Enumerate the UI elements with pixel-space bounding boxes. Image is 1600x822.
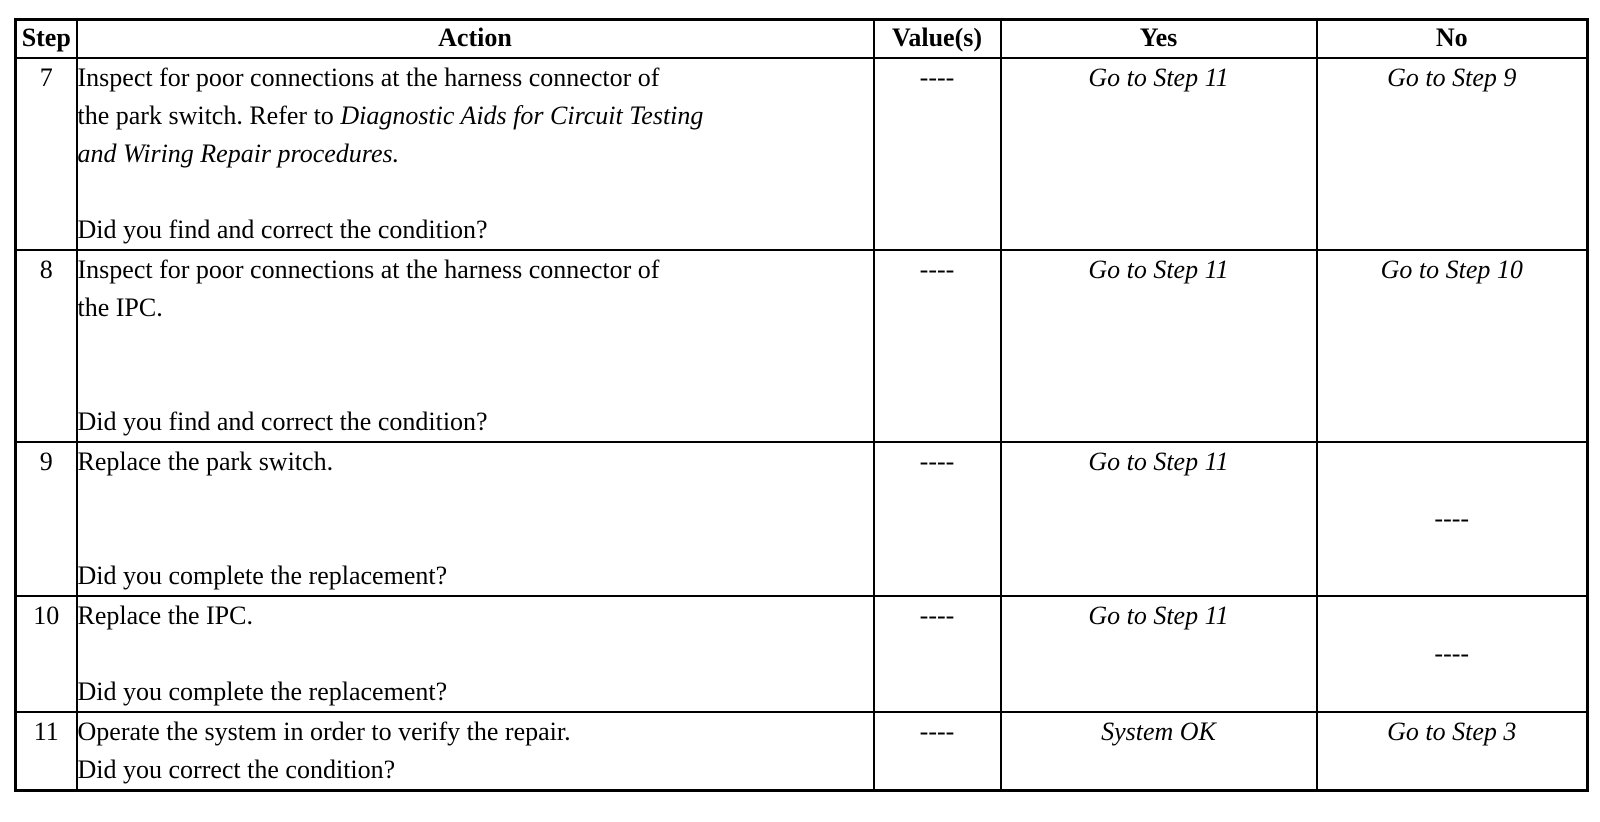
step-number: 10: [16, 596, 77, 712]
no-result: ----: [1317, 442, 1588, 596]
table-row: [16, 250, 1588, 442]
value-cell: ----: [874, 596, 1001, 712]
table-row: [16, 596, 1588, 712]
action-line: the IPC.: [77, 293, 163, 322]
action-text: Operate the system in order to verify the repair.: [77, 717, 571, 746]
step-number: 9: [16, 442, 77, 596]
action-text: [78, 251, 873, 327]
action-question: Did you complete the replacement?: [77, 677, 448, 706]
yes-result: Go to Step 11: [1001, 58, 1317, 250]
action-cell: [77, 58, 874, 250]
action-line: the park switch. Refer to: [77, 101, 341, 130]
header-action: Action: [77, 20, 874, 59]
table-row: [16, 712, 1588, 791]
action-question: Did you find and correct the condition?: [77, 215, 488, 244]
action-question: Did you complete the replacement?: [77, 561, 448, 590]
action-line: Inspect for poor connections at the harness connector of: [77, 63, 660, 92]
header-yes: Yes: [1001, 20, 1317, 59]
no-result: ----: [1317, 596, 1588, 712]
action-text: Replace the park switch.: [77, 447, 334, 476]
step-number: 8: [16, 250, 77, 442]
action-question: Did you correct the condition?: [77, 755, 396, 784]
step-number: 7: [16, 58, 77, 250]
header-values: Value(s): [874, 20, 1001, 59]
action-text: Replace the IPC.: [77, 601, 253, 630]
action-cell: [77, 596, 874, 712]
step-number: 11: [16, 712, 77, 791]
value-cell: ----: [874, 250, 1001, 442]
value-cell: ----: [874, 442, 1001, 596]
procedure-reference: Diagnostic Aids for Circuit Testing: [340, 101, 704, 130]
value-cell: ----: [874, 712, 1001, 791]
header-row: [16, 20, 1588, 59]
no-result: Go to Step 10: [1317, 250, 1588, 442]
yes-result: Go to Step 11: [1001, 442, 1317, 596]
table-row: [16, 442, 1588, 596]
action-line: Inspect for poor connections at the harness connector of: [77, 255, 660, 284]
procedure-reference: and Wiring Repair procedures.: [77, 139, 400, 168]
header-step: Step: [16, 20, 77, 59]
yes-result: System OK: [1001, 712, 1317, 791]
action-cell: [77, 250, 874, 442]
action-cell: [77, 442, 874, 596]
yes-result: Go to Step 11: [1001, 250, 1317, 442]
action-text: [78, 59, 873, 173]
action-question: Did you find and correct the condition?: [77, 407, 488, 436]
value-cell: ----: [874, 58, 1001, 250]
diagnostic-table: [14, 18, 1589, 792]
yes-result: Go to Step 11: [1001, 596, 1317, 712]
action-cell: [77, 712, 874, 791]
no-result: Go to Step 9: [1317, 58, 1588, 250]
table-row: [16, 58, 1588, 250]
header-no: No: [1317, 20, 1588, 59]
no-result: Go to Step 3: [1317, 712, 1588, 791]
